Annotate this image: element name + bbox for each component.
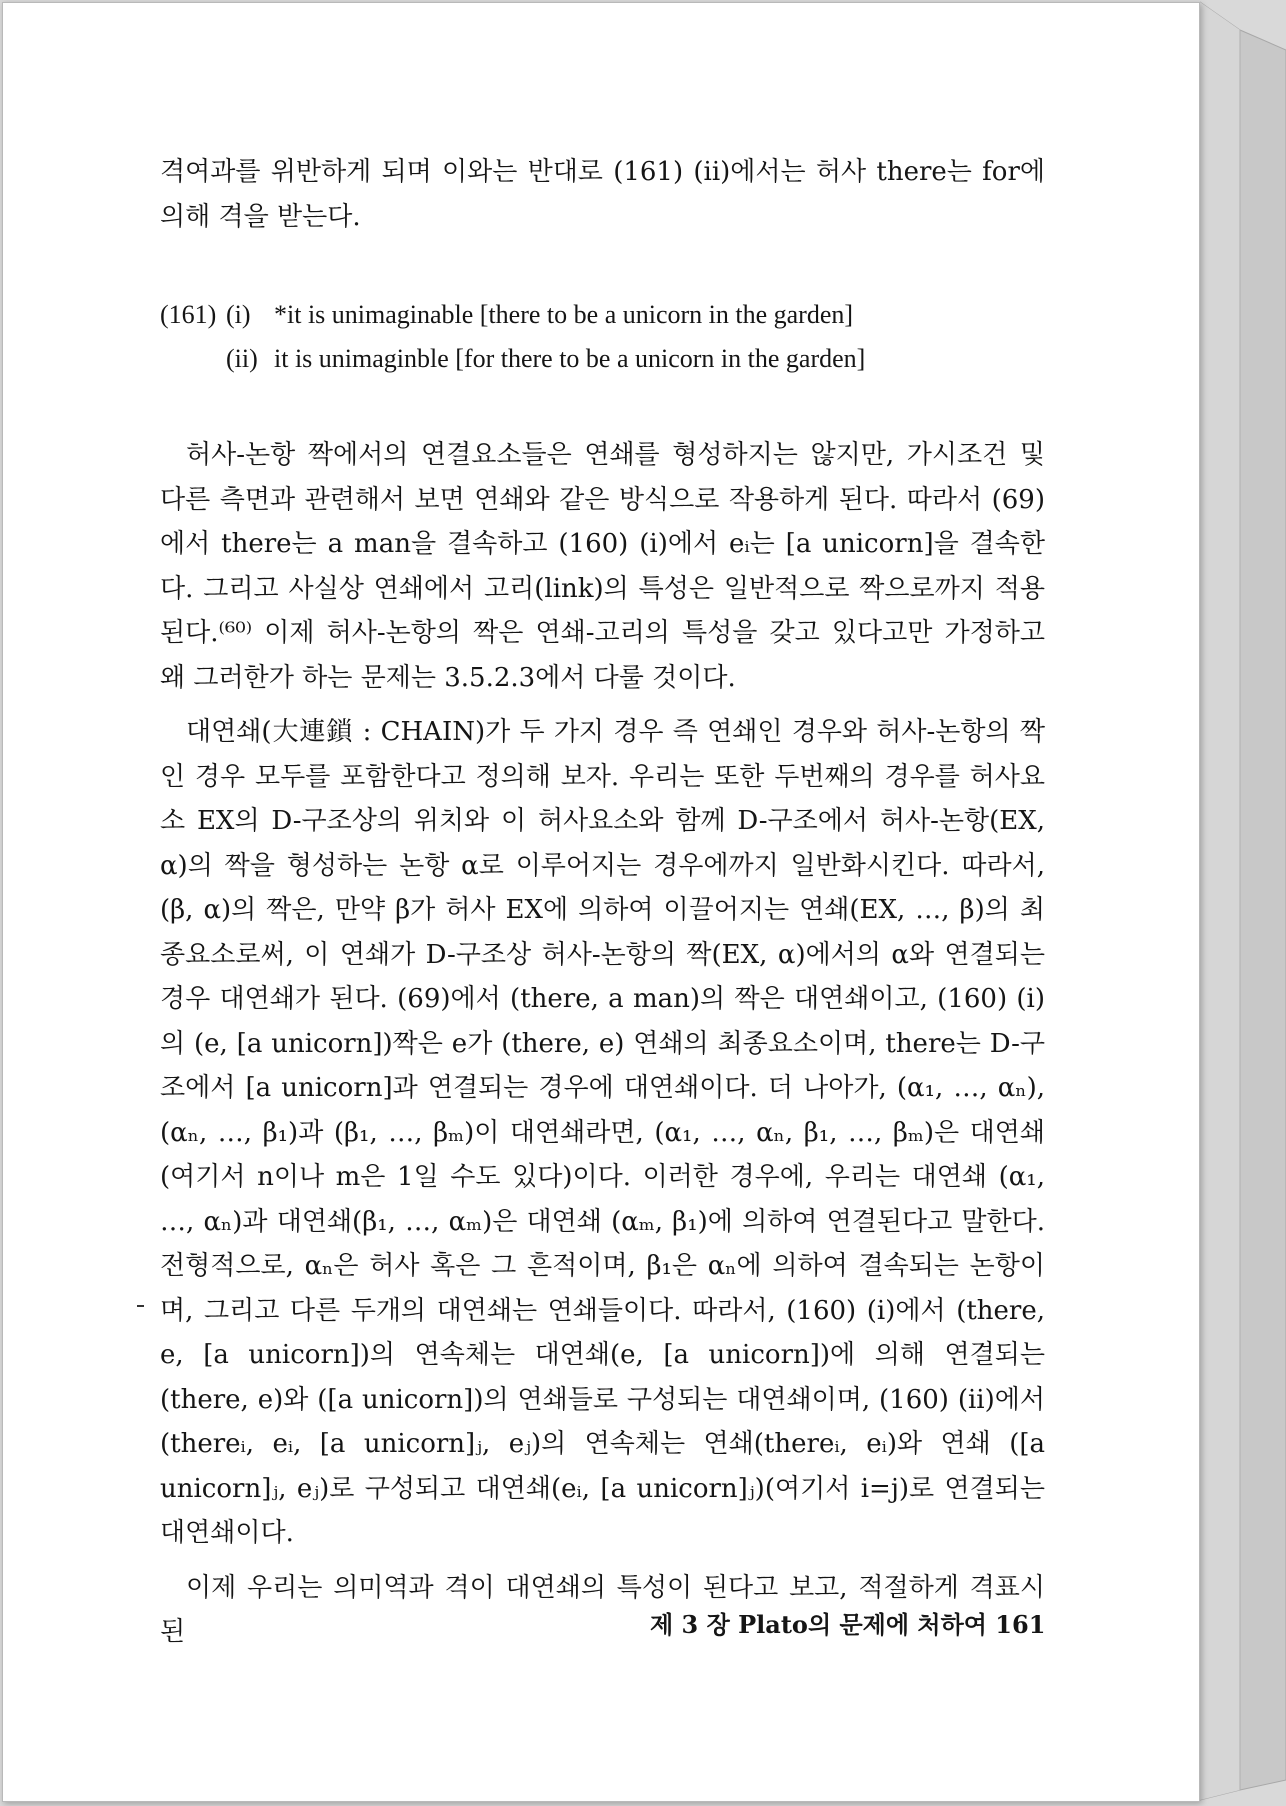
example-label-i: (i): [226, 300, 251, 329]
example-161: [160, 293, 1045, 381]
paragraph-chain-definition: 대연쇄(大連鎖 : CHAIN)가 두 가지 경우 즉 연쇄인 경우와 허사-논항의 짝인 경우 모두를 포함한다고 정의해 보자. 우리는 또한 두번째의 경우를 허사요소 EX의 D-구조상의 위치와 이 허사요소와 함께 D-구조에서 허사-논항(EX, α)의 짝을 형성하는 논항 α로 이루어지는 경우에까지 일반화시킨다. 따라서, (β, α)의 짝은, 만약 β가 허사 EX에 의하여 이끌어지는 연쇄(EX, …, β)의 최종요소로써, 이 연쇄가 D-구조상 허사-논항의 짝(EX, α)에서의 α와 연결되는 경우 대연쇄가 된다. (69)에서 (there, a man)의 짝은 대연쇄이고, (160) (i)의 (e, [a unicorn])짝은 e가 (there, e) 연쇄의 최종요소이며, there는 D-구조에서 [a unicorn]과 연결되는 경우에 대연쇄이다. 더 나아가, (α₁, …, αₙ), (αₙ, …, β₁)과 (β₁, …, βₘ)이 대연쇄라면, (α₁, …, αₙ, β₁, …, βₘ)은 대연쇄(여기서 n이나 m은 1일 수도 있다)이다. 이러한 경우에, 우리는 대연쇄 (α₁, …, αₙ)과 대연쇄(β₁, …, αₘ)은 대연쇄 (αₘ, β₁)에 의하여 연결된다고 말한다. 전형적으로, αₙ은 허사 혹은 그 흔적이며, β₁은 αₙ에 의하여 결속되는 논항이며, 그리고 다른 두개의 대연쇄는 연쇄들이다. 따라서, (160) (i)에서 (there, e, [a unicorn])의 연속체는 대연쇄(e, [a unicorn])에 의해 연결되는 (there, e)와 ([a unicorn])의 연쇄들로 구성되는 대연쇄이며, (160) (ii)에서 (thereᵢ, eᵢ, [a unicorn]ⱼ, eⱼ)의 연속체는 연쇄(thereᵢ, eᵢ)와 연쇄 ([a unicorn]ⱼ, eⱼ)로 구성되고 대연쇄(eᵢ, [a unicorn]ⱼ)(여기서 i=j)로 연결되는 대연쇄이다.: [160, 717, 1045, 1548]
margin-mark: [137, 1305, 144, 1307]
page-content: [160, 150, 1045, 1655]
example-text-i: *it is unimaginable [there to be a unicorn in the garden]: [274, 300, 854, 329]
paragraph-intro: 격여과를 위반하게 되며 이와는 반대로 (161) (ii)에서는 허사 there는 for에 의해 격을 받는다.: [160, 157, 1045, 232]
example-row-i: [160, 293, 1045, 337]
example-number: (161): [160, 300, 217, 329]
example-text-ii: it is unimaginble [for there to be a unicorn in the garden]: [274, 344, 866, 373]
running-footer: 제 3 장 Plato의 문제에 처하여 161: [650, 1610, 1046, 1639]
book-spine: [1200, 0, 1286, 1806]
paragraph-expletive-argument: 허사-논항 짝에서의 연결요소들은 연쇄를 형성하지는 않지만, 가시조건 및 다른 측면과 관련해서 보면 연쇄와 같은 방식으로 작용하게 된다. 따라서 (69)에서 there는 a man을 결속하고 (160) (i)에서 eᵢ는 [a unicorn]을 결속한다. 그리고 사실상 연쇄에서 고리(link)의 특성은 일반적으로 짝으로까지 적용된다.⁽⁶⁰⁾ 이제 허사-논항의 짝은 연쇄-고리의 특성을 갖고 있다고만 가정하고 왜 그러한가 하는 문제는 3.5.2.3에서 다룰 것이다.: [160, 440, 1045, 693]
example-row-ii: [160, 337, 1045, 381]
paragraph-closing: 이제 우리는 의미역과 격이 대연쇄의 특성이 된다고 보고, 적절하게 격표시된: [160, 1572, 1045, 1647]
example-label-ii: (ii): [226, 344, 258, 373]
